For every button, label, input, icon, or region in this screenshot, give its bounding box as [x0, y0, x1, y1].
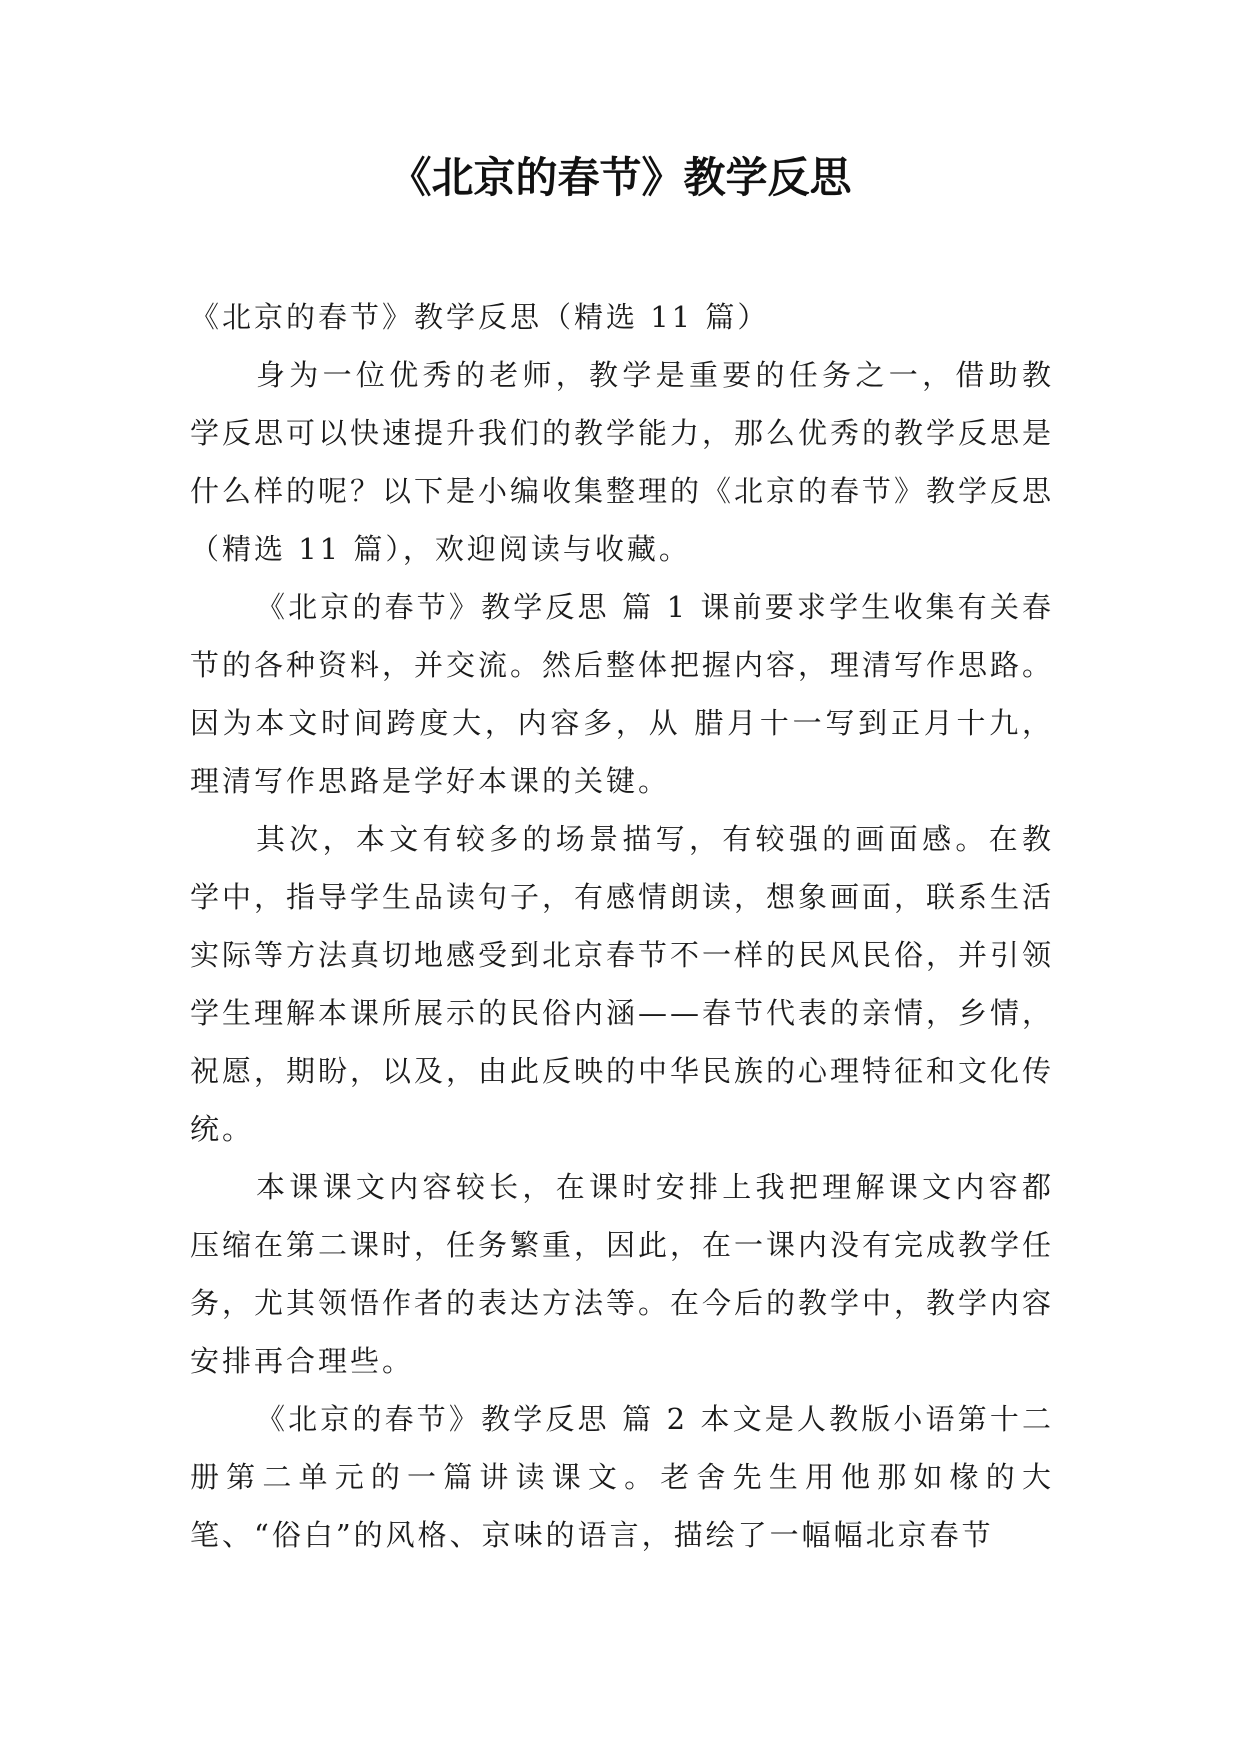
document-title: 《北京的春节》教学反思	[389, 153, 852, 202]
paragraph-part-1-third: 本课课文内容较长，在课时安排上我把理解课文内容都压缩在第二课时，任务繁重，因此，在一课内没有完成教学任务，尤其领悟作者的表达方法等。在今后的教学中，教学内容安排再合理些。	[190, 1170, 1055, 1378]
paragraph-part-1: 《北京的春节》教学反思 篇 1 课前要求学生收集有关春节的各种资料，并交流。然后整体把握内容，理清写作思路。因为本文时间跨度大，内容多，从 腊月十一写到正月十九，理清写作思路是学好本课的关键。	[190, 590, 1055, 798]
paragraph-intro: 身为一位优秀的老师，教学是重要的任务之一，借助教学反思可以快速提升我们的教学能力，那么优秀的教学反思是什么样的呢？以下是小编收集整理的《北京的春节》教学反思（精选 11 篇），欢迎阅读与收藏。	[190, 358, 1055, 566]
paragraph-part-1-second: 其次，本文有较多的场景描写，有较强的画面感。在教学中，指导学生品读句子，有感情朗读，想象画面，联系生活实际等方法真切地感受到北京春节不一样的民风民俗，并引领学生理解本课所展示的民俗内涵——春节代表的亲情，乡情，祝愿，期盼，以及，由此反映的中华民族的心理特征和文化传统。	[190, 822, 1055, 1146]
paragraph-part-2: 《北京的春节》教学反思 篇 2 本文是人教版小语第十二册第二单元的一篇讲读课文。老舍先生用他那如椽的大笔、“俗白”的风格、京味的语言，描绘了一幅幅北京春节	[190, 1402, 1054, 1552]
document-body	[190, 288, 1054, 1564]
document-subtitle: 《北京的春节》教学反思（精选 11 篇）	[190, 300, 770, 334]
